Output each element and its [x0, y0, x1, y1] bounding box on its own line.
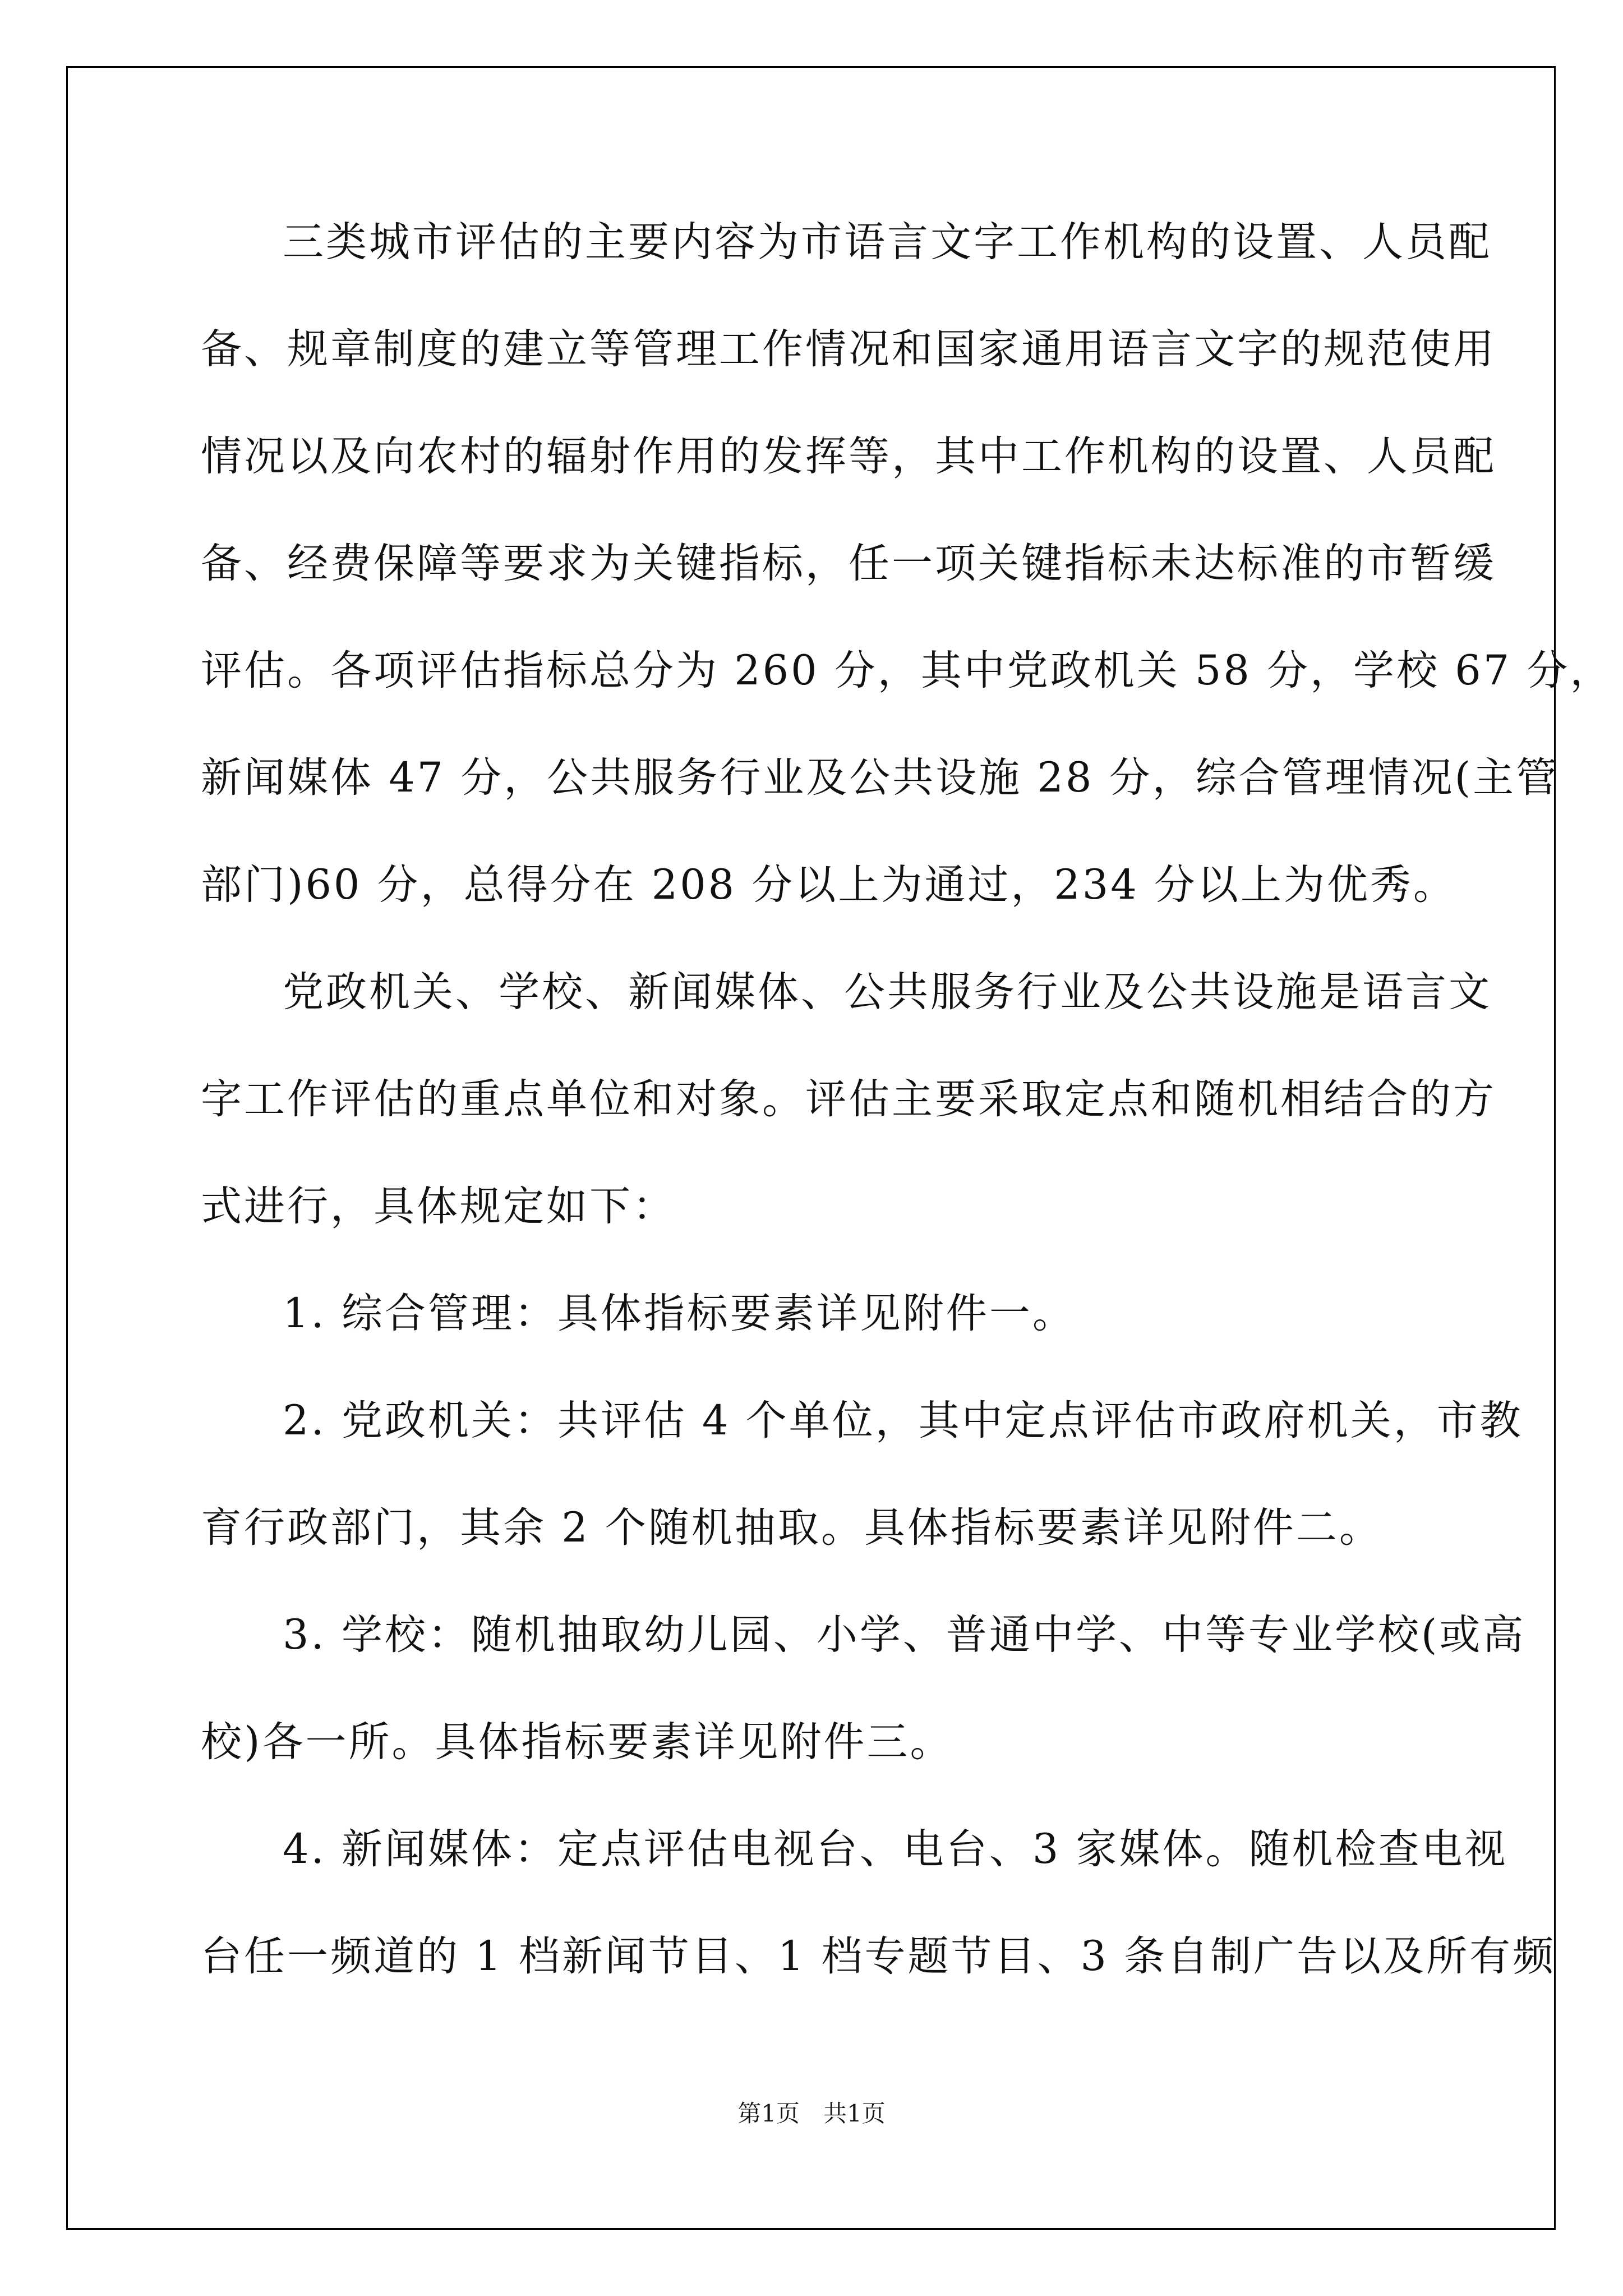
text-line: 党政机关、学校、新闻媒体、公共服务行业及公共设施是语言文	[283, 968, 1492, 1016]
text-line: 3. 学校：随机抽取幼儿园、小学、普通中学、中等专业学校(或高	[283, 1611, 1526, 1659]
text-line: 4. 新闻媒体：定点评估电视台、电台、3 家媒体。随机检查电视	[283, 1825, 1508, 1873]
text-line: 三类城市评估的主要内容为市语言文字工作机构的设置、人员配	[283, 218, 1492, 266]
text-line: 字工作评估的重点单位和对象。评估主要采取定点和随机相结合的方	[201, 1075, 1496, 1123]
text-line: 1. 综合管理：具体指标要素详见附件一。	[283, 1290, 1076, 1337]
text-line: 育行政部门，其余 2 个随机抽取。具体指标要素详见附件二。	[201, 1504, 1382, 1552]
text-line: 备、规章制度的建立等管理工作情况和国家通用语言文字的规范使用	[201, 325, 1496, 373]
text-line: 新闻媒体 47 分，公共服务行业及公共设施 28 分，综合管理情况(主管	[201, 754, 1560, 802]
page-border	[66, 66, 1556, 2230]
text-line: 评估。各项评估指标总分为 260 分，其中党政机关 58 分，学校 67 分，	[201, 647, 1613, 694]
text-line: 情况以及向农村的辐射作用的发挥等，其中工作机构的设置、人员配	[201, 432, 1496, 480]
text-line: 台任一频道的 1 档新闻节目、1 档专题节目、3 条自制广告以及所有频	[201, 1932, 1556, 1980]
page-number-footer: 第1页 共1页	[737, 2100, 886, 2127]
text-line: 2. 党政机关：共评估 4 个单位，其中定点评估市政府机关，市教	[283, 1397, 1523, 1444]
text-line: 式进行，具体规定如下：	[201, 1182, 676, 1230]
text-line: 备、经费保障等要求为关键指标，任一项关键指标未达标准的市暂缓	[201, 540, 1496, 587]
text-line: 部门)60 分，总得分在 208 分以上为通过，234 分以上为优秀。	[201, 861, 1456, 909]
text-line: 校)各一所。具体指标要素详见附件三。	[201, 1718, 953, 1766]
